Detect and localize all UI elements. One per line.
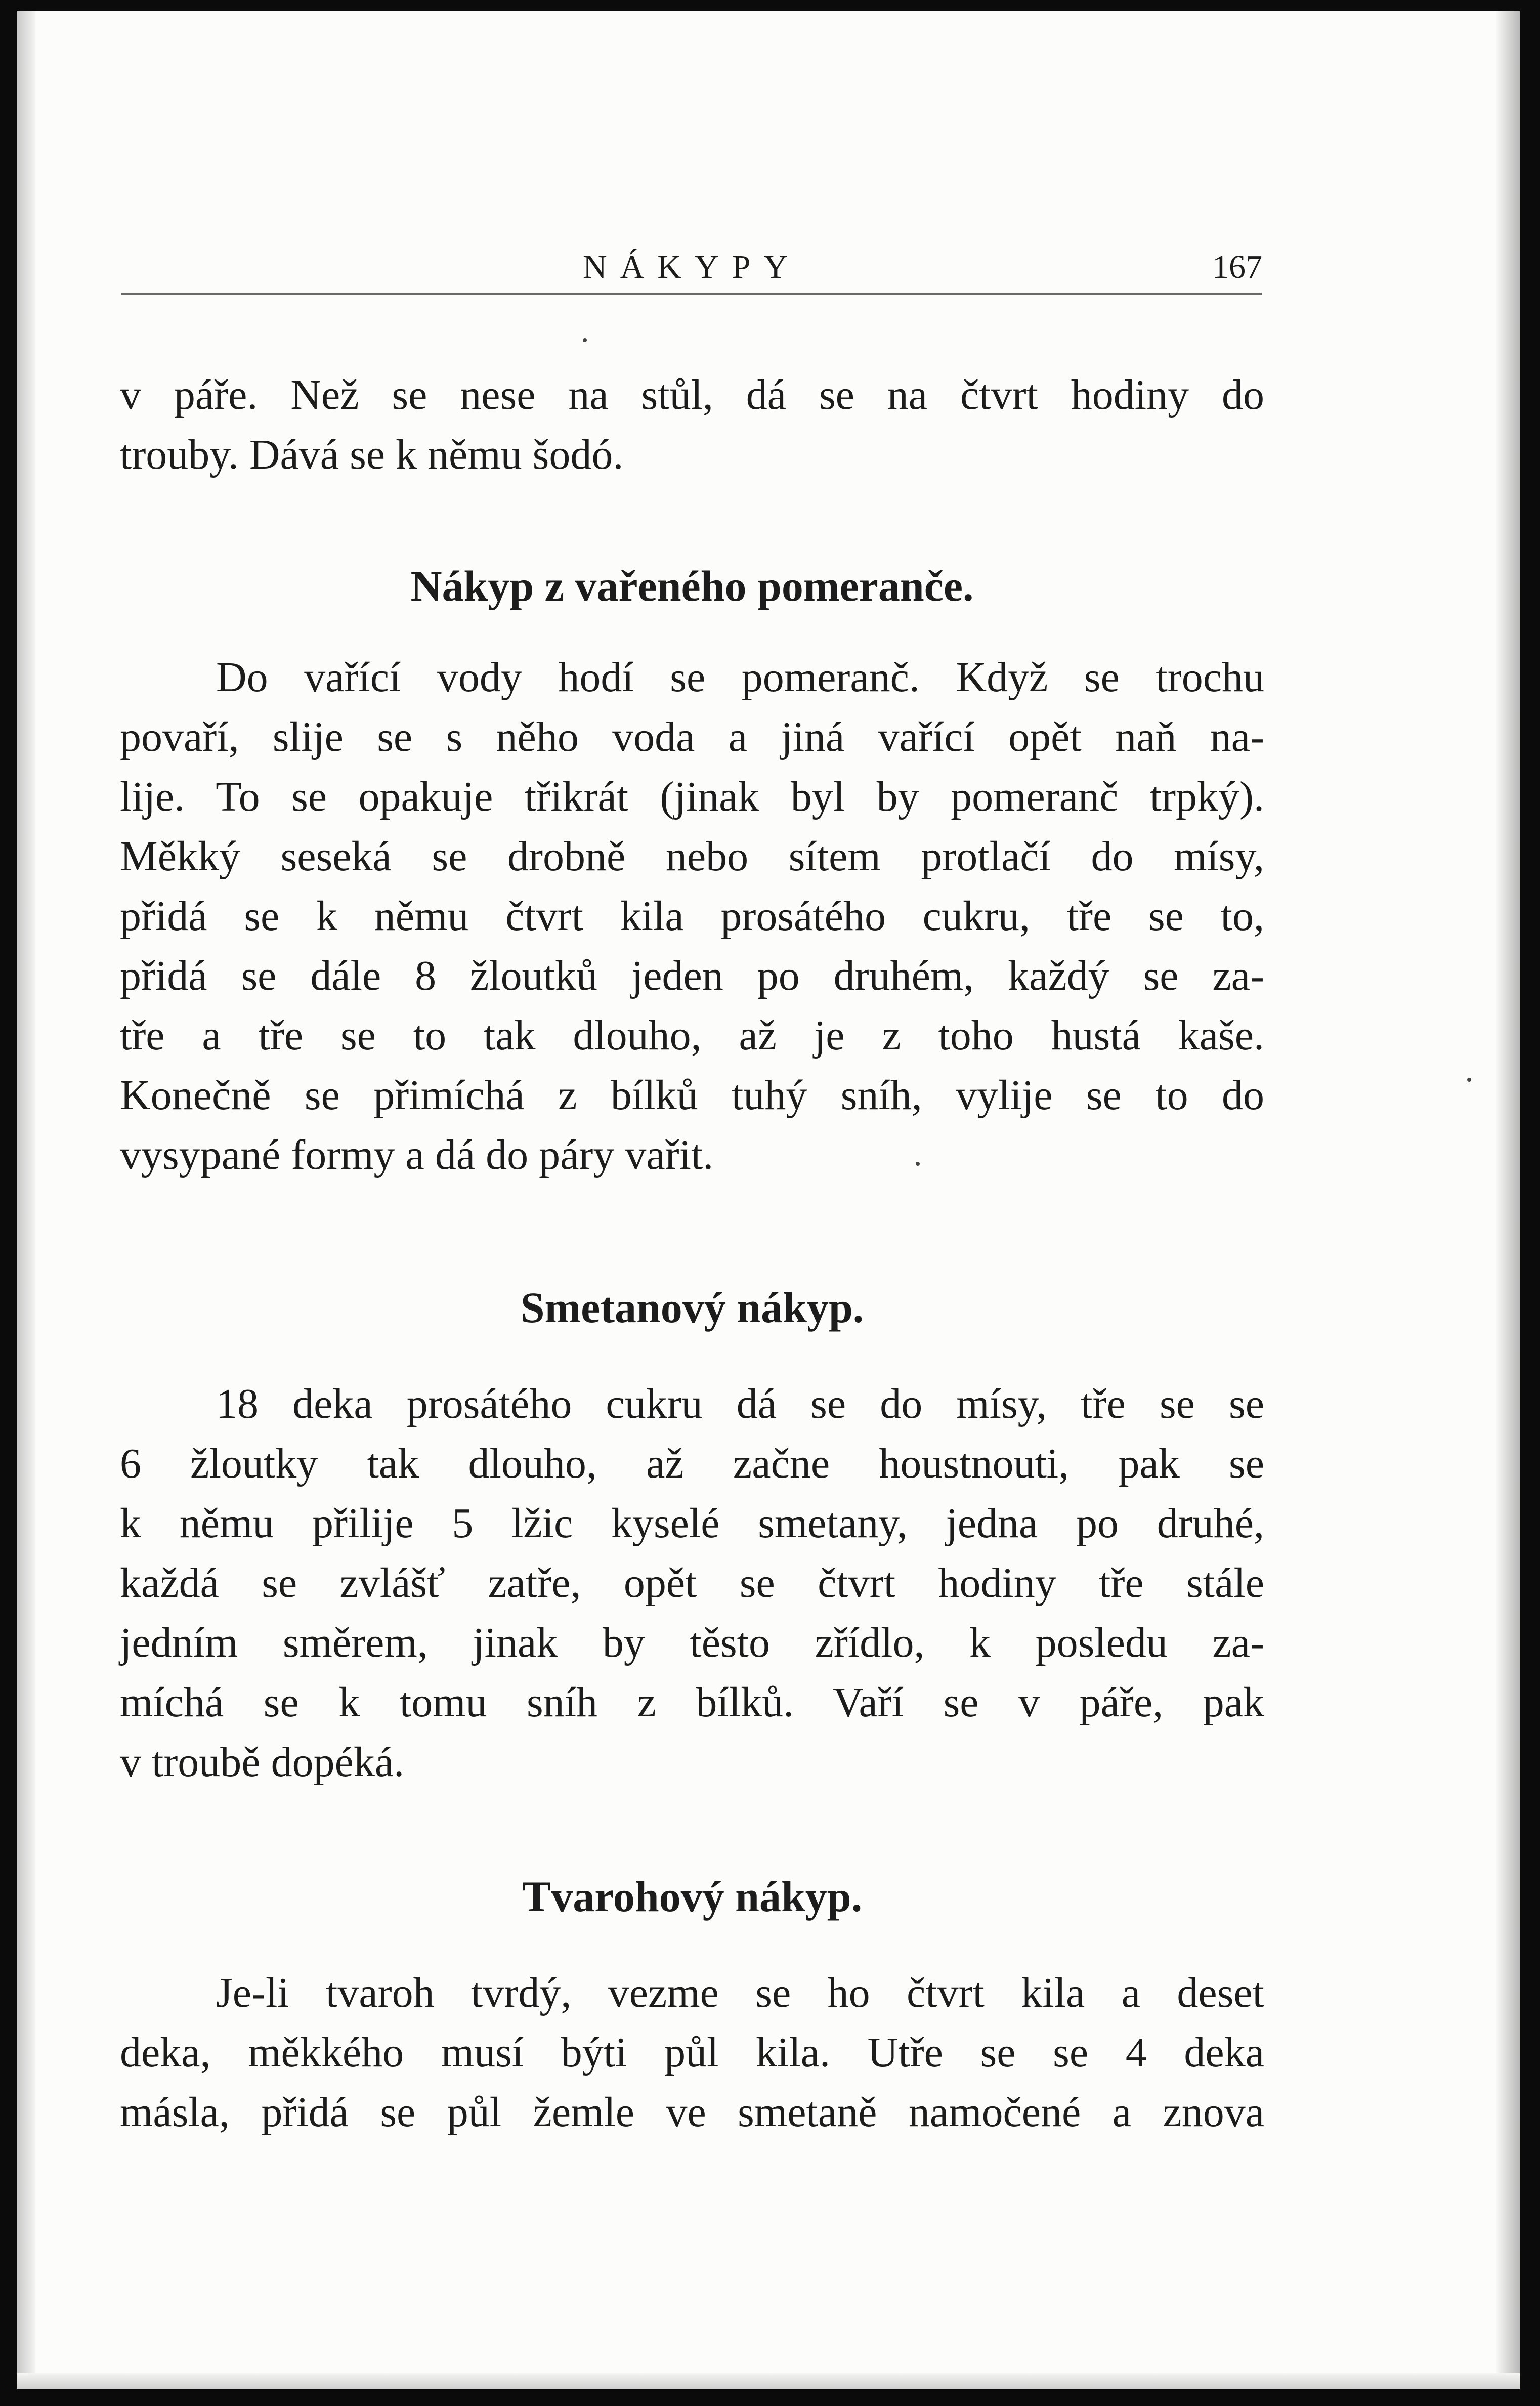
scan-speck (583, 338, 587, 342)
body-line: 6 žloutky tak dlouho, až začne houstnouti, pak se (120, 1440, 1264, 1487)
section-heading: Nákyp z vařeného pomeranče. (410, 562, 974, 610)
body-line: 18 deka prosátého cukru dá se do mísy, tře se se (216, 1380, 1264, 1427)
body-line: trouby. Dává se k němu šodó. (120, 431, 624, 478)
running-title: NÁKYPY (582, 248, 801, 285)
scan-border-bottom (0, 2389, 1540, 2406)
body-line: přidá se k němu čtvrt kila prosátého cukru, tře se to, (120, 893, 1264, 940)
scan-speck (1467, 1078, 1471, 1082)
body-line: Měkký seseká se drobně nebo sítem protlačí do mísy, (120, 833, 1264, 880)
page-number: 167 (1212, 248, 1262, 285)
header-rule (121, 293, 1262, 295)
running-header (121, 242, 1262, 292)
body-line: tře a tře se to tak dlouho, až je z toho hustá kaše. (120, 1012, 1264, 1059)
body-line: deka, měkkého musí býti půl kila. Utře se se 4 deka (120, 2029, 1264, 2076)
body-line: míchá se k tomu sníh z bílků. Vaří se v páře, pak (120, 1679, 1264, 1726)
body-line: lije. To se opakuje třikrát (jinak byl by pomeranč trpký). (120, 773, 1264, 820)
body-line: každá se zvlášť zatře, opět se čtvrt hodiny tře stále (120, 1559, 1264, 1607)
page-bottom-shadow (0, 2373, 1540, 2389)
body-line: Je-li tvaroh tvrdý, vezme se ho čtvrt kila a deset (216, 1969, 1264, 2016)
scan-border-right (1520, 0, 1540, 2406)
body-line: k němu přilije 5 lžic kyselé smetany, jedna po druhé, (120, 1500, 1264, 1547)
body-line: v troubě dopéká. (120, 1739, 405, 1786)
scan-border-top (0, 0, 1540, 11)
body-line: v páře. Než se nese na stůl, dá se na čtvrt hodiny do (120, 371, 1264, 418)
body-line: přidá se dále 8 žloutků jeden po druhém, každý se za- (120, 952, 1264, 999)
body-line: másla, přidá se půl žemle ve smetaně namočené a znova (120, 2089, 1264, 2136)
body-line: jedním směrem, jinak by těsto zřídlo, k posledu za- (120, 1619, 1264, 1666)
body-line: vysypané formy a dá do páry vařit. (120, 1131, 714, 1178)
scan-border-left (0, 0, 17, 2406)
page-right-shadow (1496, 0, 1520, 2406)
scan-speck (916, 1162, 920, 1166)
section-heading: Smetanový nákyp. (520, 1283, 864, 1332)
page-gutter-shadow (17, 0, 35, 2406)
body-line: Do vařící vody hodí se pomeranč. Když se trochu (216, 654, 1264, 701)
section-heading: Tvarohový nákyp. (522, 1872, 863, 1921)
body-line: Konečně se přimíchá z bílků tuhý sníh, vylije se to do (120, 1072, 1264, 1119)
body-line: povaří, slije se s něho voda a jiná vařící opět naň na- (120, 713, 1264, 761)
